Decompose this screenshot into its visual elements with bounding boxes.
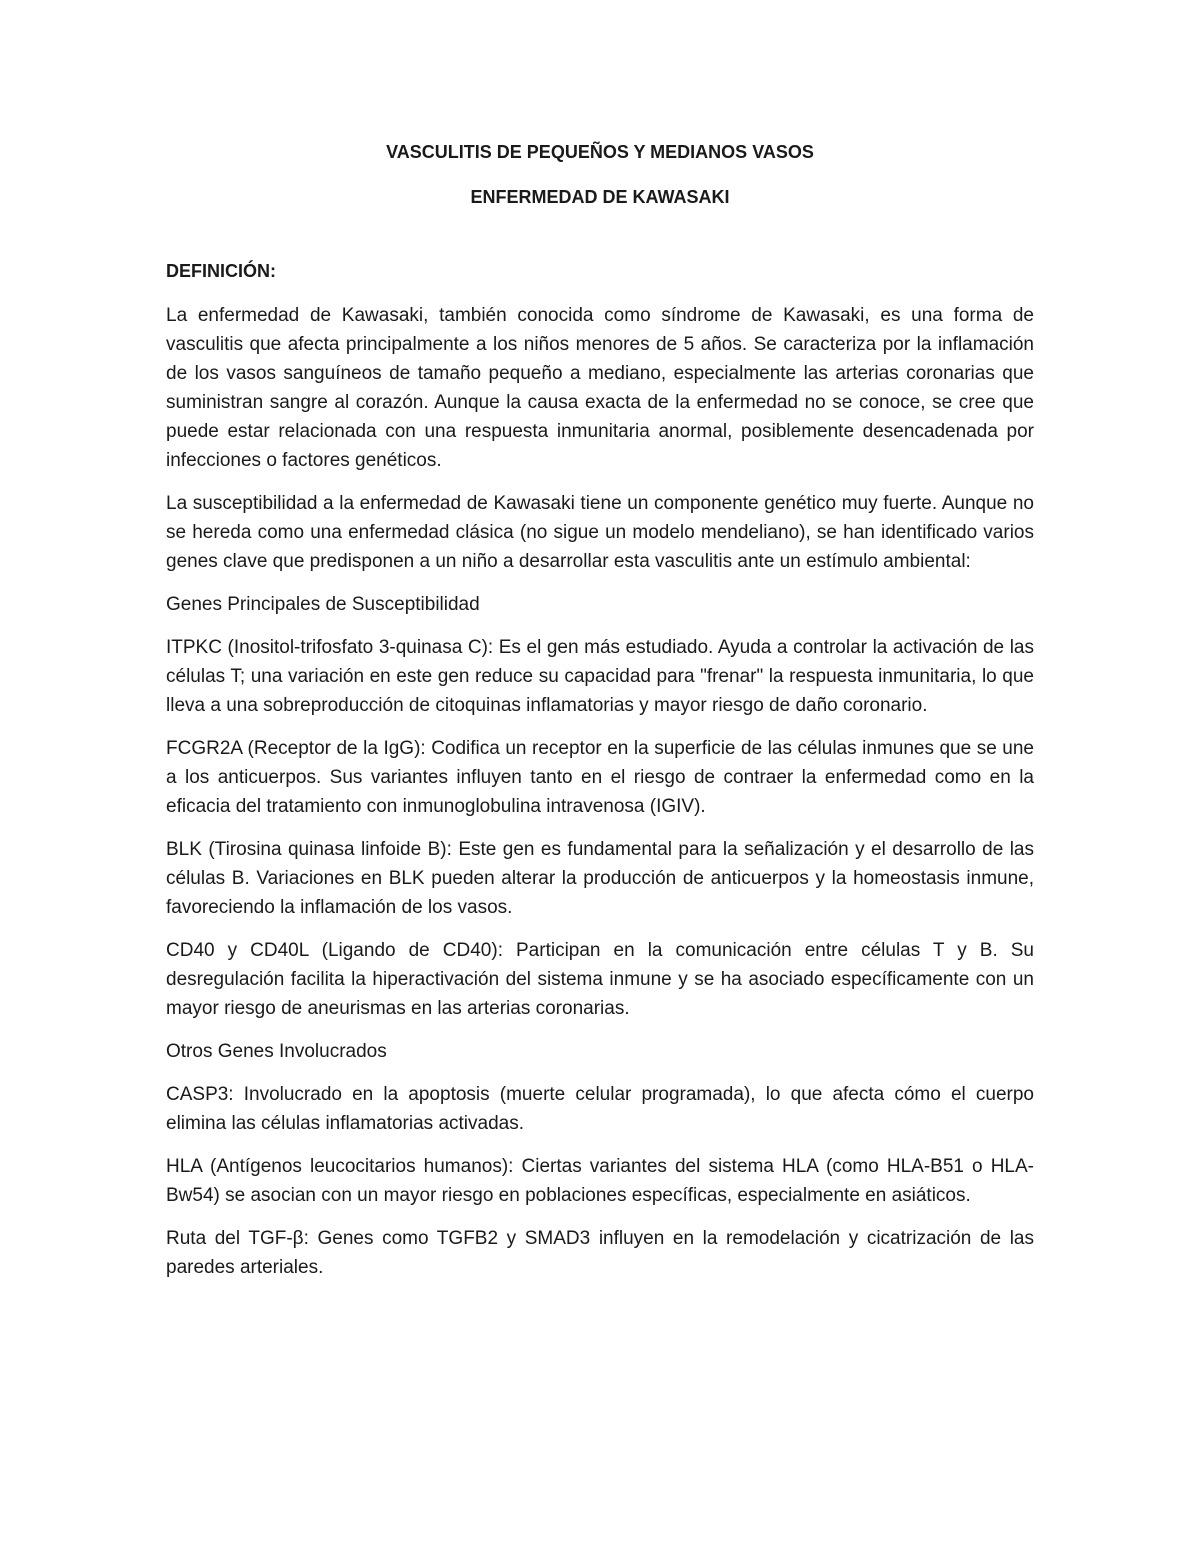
document-title: VASCULITIS DE PEQUEÑOS Y MEDIANOS VASOS (386, 142, 814, 162)
document-subtitle: ENFERMEDAD DE KAWASAKI (470, 187, 730, 207)
gene-item-fcgr2a: FCGR2A (Receptor de la IgG): Codifica un receptor en la superficie de las células inmunes que se une a los anticuerpos. Sus variantes influyen tanto en el riesgo de contraer la enfermedad como en la eficacia del tratamiento con inmunoglobulina intravenosa (IGIV). (166, 738, 1034, 817)
gene-item-hla: HLA (Antígenos leucocitarios humanos): Ciertas variantes del sistema HLA (como HLA-B51 o HLA-Bw54) se asocian con un mayor riesgo en poblaciones específicas, especialmente en asiáticos. (166, 1156, 1034, 1206)
gene-item-casp3: CASP3: Involucrado en la apoptosis (muerte celular programada), lo que afecta cómo el cuerpo elimina las células inflamatorias activadas. (166, 1084, 1034, 1134)
gene-item-cd40: CD40 y CD40L (Ligando de CD40): Participan en la comunicación entre células T y B. Su desregulación facilita la hiperactivación del sistema inmune y se ha asociado específicamente con un mayor riesgo de aneurismas en las arterias coronarias. (166, 940, 1034, 1019)
section-heading-main-genes: Genes Principales de Susceptibilidad (166, 594, 480, 615)
document-page (166, 138, 1034, 1296)
gene-item-tgf-beta: Ruta del TGF-β: Genes como TGFB2 y SMAD3 influyen en la remodelación y cicatrización de las paredes arteriales. (166, 1228, 1034, 1278)
section-heading-other-genes: Otros Genes Involucrados (166, 1041, 387, 1062)
gene-item-blk: BLK (Tirosina quinasa linfoide B): Este gen es fundamental para la señalización y el desarrollo de las células B. Variaciones en BLK pueden alterar la producción de anticuerpos y la homeostasis inmune, favoreciendo la inflamación de los vasos. (166, 839, 1034, 918)
paragraph-susceptibility: La susceptibilidad a la enfermedad de Kawasaki tiene un componente genético muy fuerte. Aunque no se hereda como una enfermedad clásica (no sigue un modelo mendeliano), se han identificado varios genes clave que predisponen a un niño a desarrollar esta vasculitis ante un estímulo ambiental: (166, 493, 1034, 572)
gene-item-itpkc: ITPKC (Inositol-trifosfato 3-quinasa C): Es el gen más estudiado. Ayuda a controlar la activación de las células T; una variación en este gen reduce su capacidad para "frenar" la respuesta inmunitaria, lo que lleva a una sobreproducción de citoquinas inflamatorias y mayor riesgo de daño coronario. (166, 637, 1034, 716)
definition-heading: DEFINICIÓN: (166, 261, 276, 281)
paragraph-definition: La enfermedad de Kawasaki, también conocida como síndrome de Kawasaki, es una forma de vasculitis que afecta principalmente a los niños menores de 5 años. Se caracteriza por la inflamación de los vasos sanguíneos de tamaño pequeño a mediano, especialmente las arterias coronarias que suministran sangre al corazón. Aunque la causa exacta de la enfermedad no se conoce, se cree que puede estar relacionada con una respuesta inmunitaria anormal, posiblemente desencadenada por infecciones o factores genéticos. (166, 305, 1034, 471)
